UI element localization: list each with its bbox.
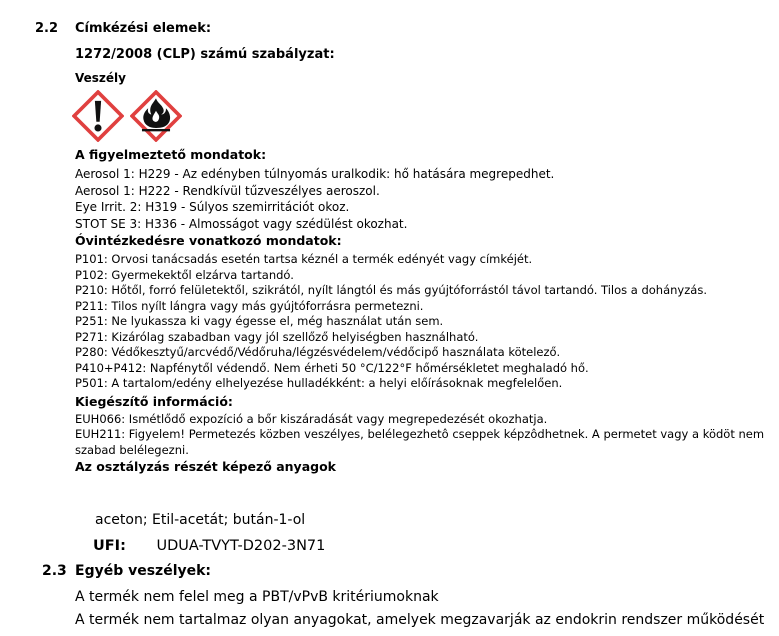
flame-base-line (142, 129, 170, 131)
signal-word: Veszély (75, 71, 126, 85)
section-2-3-heading (42, 562, 779, 580)
precautionary-statements-list (75, 252, 779, 392)
ufi-value: UDUA-TVYT-D202-3N71 (156, 538, 326, 554)
section-title: Egyéb veszélyek: (75, 563, 212, 579)
classification-substances-heading: Az osztályzás részét képező anyagok (75, 459, 336, 474)
ghs07-exclamation-pictogram-icon (72, 90, 124, 142)
precautionary-statement: P280: Védőkesztyű/arcvédő/Védőruha/légzésvédelem/védőcipő használata kötelező. (75, 345, 561, 359)
ufi-row (93, 537, 779, 555)
precautionary-statement: P102: Gyermekektől elzárva tartandó. (75, 267, 294, 282)
hazard-statement: Aerosol 1: H222 - Rendkívül tűzveszélyes aeroszol. (75, 183, 380, 198)
clp-regulation-heading: 1272/2008 (CLP) számú szabályzat: (75, 47, 335, 62)
precautionary-statement: P251: Ne lyukassza ki vagy égesse el, még használat után sem. (75, 314, 444, 328)
precautionary-statements-heading: Óvintézkedésre vonatkozó mondatok: (75, 233, 342, 248)
other-hazard-statement: A termék nem felel meg a PBT/vPvB kritériumoknak (75, 589, 439, 605)
hazard-statement: Aerosol 1: H229 - Az edényben túlnyomás uralkodik: hő hatására megrepedhet. (75, 167, 555, 181)
section-title: Címkézési elemek: (75, 21, 212, 36)
hazard-statement: Eye Irrit. 2: H319 - Súlyos szemirritációt okoz. (75, 200, 350, 214)
precautionary-statement: P501: A tartalom/edény elhelyezése hulladékként: a helyi előírásoknak megfelelően. (75, 376, 563, 390)
euh-statement: EUH211: Figyelem! Permetezés közben veszélyes, belélegezhetô cseppek képzôdhetnek. A permetet vagy a ködöt nem szabad belélegezni. (75, 427, 765, 457)
precautionary-statement: P101: Orvosi tanácsadás esetén tartsa kéznél a termék edényét vagy címkéjét. (75, 252, 533, 266)
other-hazards-statements (75, 586, 775, 632)
hazard-statements-heading: A figyelmeztető mondatok: (75, 147, 267, 162)
supplementary-statements-list (75, 412, 779, 459)
precautionary-statement: P210: Hőtől, forró felületektől, szikrától, nyílt lángtól és más gyújtóforrástól távol tartandó. Tilos a dohányzás. (75, 283, 707, 297)
precautionary-statement: P211: Tilos nyílt lángra vagy más gyújtóforrásra permetezni. (75, 298, 424, 313)
exclamation-dot (94, 124, 101, 131)
other-hazard-statement: A termék nem tartalmaz olyan anyagokat, amelyek megzavarják az endokrin rendszer működését (75, 612, 765, 628)
ufi-label: UFI: (93, 538, 126, 554)
section-number: 2.2 (35, 21, 59, 36)
hazard-statements-list (75, 166, 775, 232)
section-2-2-heading (35, 20, 779, 37)
ghs02-flame-pictogram-icon (130, 90, 182, 142)
precautionary-statement: P271: Kizárólag szabadban vagy jól szellőző helyiségben használható. (75, 329, 479, 344)
precautionary-statement: P410+P412: Napfénytől védendő. Nem érheti 50 °C/122°F hőmérsékletet meghaladó hő. (75, 360, 589, 375)
ghs-pictogram-row (72, 89, 779, 143)
supplementary-info-heading: Kiegészítő információ: (75, 393, 233, 409)
hazard-statement: STOT SE 3: H336 - Almosságot vagy szédülést okozhat. (75, 216, 408, 231)
classification-substances-value: aceton; Etil-acetát; bután-1-ol (95, 512, 306, 528)
section-number: 2.3 (42, 563, 67, 579)
euh-statement: EUH066: Ismétlődő expozíció a bőr kiszáradását vagy megrepedezését okozhatja. (75, 411, 548, 426)
